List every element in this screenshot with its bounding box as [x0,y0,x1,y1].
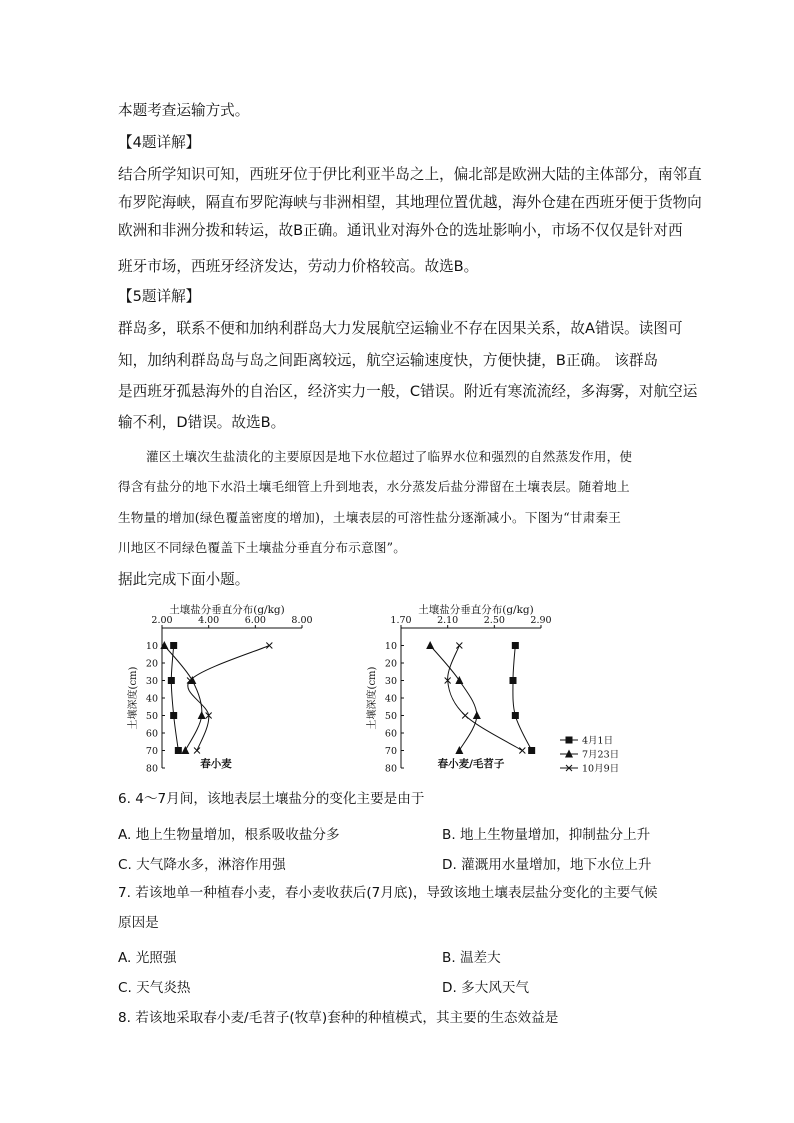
chart2-y-tick-label: 80 [384,763,397,775]
q7-option-c: C. 天气炎热 [118,980,191,996]
chart2-point-square [512,712,519,719]
chart1-point-triangle [181,746,189,754]
instruction-text: 据此完成下面小题。 [118,571,250,588]
q7-option-b: B. 温差大 [442,950,501,966]
chart1-y-tick-label: 60 [145,728,158,740]
chart1-point-triangle [198,711,206,719]
chart2-point-square [512,642,519,649]
chart2-y-label: 土壤深度(cm) [367,666,378,730]
chart1-x-tick-label: 6.00 [244,615,266,626]
chart2-x-tick-label: 2.90 [530,615,552,626]
chart1-y-tick-label: 70 [145,746,158,757]
chart2-point-square [510,677,517,684]
chart1-point-square [175,747,182,754]
legend-label: 10月9日 [582,763,620,775]
chart2-y-tick-label: 70 [384,746,397,757]
chart2-y-tick-label: 40 [384,693,397,705]
q5-line-2: 知，加纳利群岛岛与岛之间距离较远，航空运输速度快，方便快捷，B正确。 该群岛 [118,352,659,369]
chart1-title: 土壤盐分垂直分布(g/kg) [169,604,285,616]
q6-option-b: B. 地上生物量增加，抑制盐分上升 [442,827,651,843]
q4-line-1: 结合所学知识可知，西班牙位于伊比利亚半岛之上，偏北部是欧洲大陆的主体部分，南邻直 [118,166,702,183]
chart1-y-tick-label: 40 [145,693,158,705]
chart2-y-tick-label: 50 [384,711,397,722]
legend-marker-square [566,737,573,744]
material-line-4: 川地区不同绿色覆盖下土壤盐分垂直分布示意图”。 [118,540,407,555]
chart2-point-triangle [455,746,463,754]
chart1-x-tick-label: 4.00 [198,615,220,626]
q6-option-c: C. 大气降水多，淋溶作用强 [118,857,286,873]
q8-stem: 8. 若该地采取春小麦/毛苕子(牧草)套种的种植模式，其主要的生态效益是 [118,1010,559,1026]
q4-line-4: 班牙市场，西班牙经济发达，劳动力价格较高。故选B。 [118,258,479,275]
chart1-caption: 春小麦 [200,758,232,770]
chart1-x-tick-label: 2.00 [151,615,173,626]
chart1-y-tick-label: 20 [145,658,158,670]
q7-option-a: A. 光照强 [118,950,177,966]
intro-paragraph: 本题考查运输方式。 [118,102,250,119]
q5-line-4: 输不利，D错误。故选B。 [118,414,286,431]
material-line-2: 得含有盐分的地下水沿土壤毛细管上升到地表，水分蒸发后盐分滞留在土壤表层。随着地上 [118,479,630,494]
chart1-y-tick-label: 50 [145,711,158,722]
chart2-y-tick-label: 10 [384,641,397,652]
chart1-point-square [170,642,177,649]
chart2-point-triangle [473,711,481,719]
chart2-y-tick-label: 30 [384,676,397,687]
chart2-x-tick-label: 2.50 [483,615,505,626]
chart1-y-tick-label: 80 [145,763,158,775]
q4-line-3: 欧洲和非洲分拨和转运，故B正确。通讯业对海外仓的选址影响小，市场不仅仅是针对西 [118,222,683,239]
chart1-series-line-1 [171,646,178,751]
chart2-caption: 春小麦/毛苕子 [437,758,505,770]
legend-label: 7月23日 [582,749,620,761]
q4-line-2: 布罗陀海峡，隔直布罗陀海峡与非洲相望，其地理位置优越，海外仓建在西班牙便于货物向 [118,194,702,211]
chart2-x-tick-label: 2.10 [437,615,459,626]
chart2-y-tick-label: 20 [384,658,397,670]
chart1-point-square [170,712,177,719]
legend-label: 4月1日 [582,735,614,747]
chart2-point-square [528,747,535,754]
q5-line-1: 群岛多，联系不便和加纳利群岛大力发展航空运输业不存在因果关系，故A错误。读图可 [118,320,683,337]
chart2-point-x [462,713,468,719]
material-line-1: 灌区土壤次生盐渍化的主要原因是地下水位超过了临界水位和强烈的自然蒸发作用，使 [146,449,633,464]
q6-option-d: D. 灌溉用水量增加，地下水位上升 [442,857,652,873]
chart1-point-x [266,643,272,649]
chart2-y-tick-label: 60 [384,728,397,740]
chart2-point-triangle [426,641,434,649]
chart1-point-square [168,677,175,684]
q7-stem-line-2: 原因是 [118,915,159,931]
chart1-y-tick-label: 30 [145,676,158,687]
chart2-series-line-2 [430,646,477,751]
q6-stem: 6. 4～7月间，该地表层土壤盐分的变化主要是由于 [118,791,425,807]
q5-line-3: 是西班牙孤悬海外的自治区，经济实力一般，C错误。附近有寒流流经，多海雾，对航空运 [118,383,698,400]
chart2-series-line-1 [513,646,532,751]
chart1-y-tick-label: 10 [145,641,158,652]
q5-header: 【5题详解】 [118,288,201,305]
chart2-point-x [519,748,525,754]
q7-stem-line-1: 7. 若该地单一种植春小麦，春小麦收获后(7月底)，导致该地土壤表层盐分变化的主要气候 [118,885,658,901]
q4-header: 【4题详解】 [118,134,201,151]
chart2-title: 土壤盐分垂直分布(g/kg) [418,604,534,616]
chart2-point-x [456,643,462,649]
chart1-series-line-2 [164,646,202,751]
q7-option-d: D. 多大风天气 [442,980,530,996]
q6-option-a: A. 地上生物量增加，根系吸收盐分多 [118,827,340,843]
chart2-x-tick-label: 1.70 [390,615,412,626]
chart1-x-tick-label: 8.00 [291,615,313,626]
chart1-point-x [194,748,200,754]
chart2-series-line-3 [448,646,523,751]
material-line-3: 生物量的增加(绿色覆盖密度的增加)，土壤表层的可溶性盐分逐渐减小。下图为“甘肃秦王 [118,510,622,525]
chart1-y-label: 土壤深度(cm) [128,666,139,730]
